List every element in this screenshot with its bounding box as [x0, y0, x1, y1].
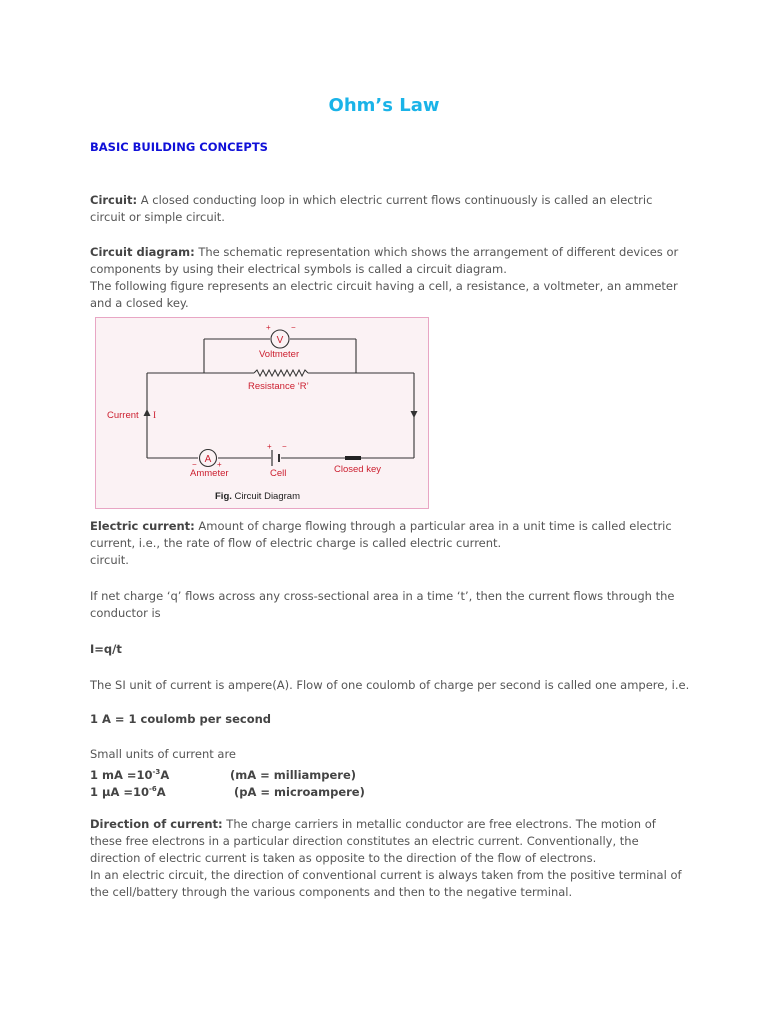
milliampere-exponent: -3	[152, 768, 161, 776]
microampere-note: (pA = microampere)	[234, 784, 365, 799]
microampere-row	[90, 781, 365, 801]
closed-key-icon	[345, 456, 361, 460]
net-charge-text: If net charge ‘q’ flows across any cross-sectional area in a time ‘t’, then the current flows through the conductor is	[90, 589, 675, 620]
cell-minus: −	[282, 442, 287, 451]
ammeter-symbol: A	[204, 454, 212, 465]
cell-plus: +	[267, 442, 272, 451]
current-arrow-down-icon	[411, 411, 418, 418]
electric-current-term: Electric current:	[90, 519, 195, 533]
direction-text: The charge carriers in metallic conductor are free electrons. The motion of these free electrons in a particular direction constitutes an electric current. Conventionally, the direction of electric current is taken as opposite to the direction of the flow of electrons.	[90, 817, 656, 865]
microampere-base: 1 μA =10	[90, 784, 150, 799]
small-units-intro: Small units of current are	[90, 747, 237, 761]
circuit-diagram-definition	[90, 244, 690, 312]
circuit-term: Circuit:	[90, 193, 138, 207]
current-arrow-up-icon	[144, 409, 151, 416]
voltmeter-minus: −	[291, 323, 296, 332]
direction-line2: In an electric circuit, the direction of conventional current is always taken from the positive terminal of the cell/battery through the various components and then to the negative terminal.	[90, 868, 682, 899]
ammeter-plus: +	[217, 460, 222, 469]
circuit-diagram-svg	[96, 318, 430, 510]
milliampere-unit: A	[160, 767, 170, 782]
circuit-definition	[90, 192, 690, 226]
voltmeter-plus: +	[266, 323, 271, 332]
circuit-diagram-term: Circuit diagram:	[90, 245, 195, 259]
circuit-text: A closed conducting loop in which electric current flows continuously is called an electric circuit or simple circuit.	[90, 193, 653, 224]
microampere-unit: A	[156, 784, 166, 799]
voltmeter-symbol: V	[276, 335, 284, 346]
current-formula: I=q/t	[90, 642, 122, 656]
direction-term: Direction of current:	[90, 817, 223, 831]
figure-caption: Fig. Circuit Diagram	[215, 491, 300, 502]
electric-current-definition	[90, 518, 690, 569]
circuit-diagram-figure	[95, 317, 429, 509]
resistance-label: Resistance ‘R’	[248, 381, 309, 392]
ammeter-label: Ammeter	[190, 468, 229, 479]
si-unit-text: The SI unit of current is ampere(A). Flow of one coulomb of charge per second is called one ampere, i.e.	[90, 678, 690, 692]
milliampere-note: (mA = milliampere)	[230, 767, 357, 782]
electric-current-line2: circuit.	[90, 553, 129, 567]
microampere-exponent: -6	[149, 785, 157, 793]
circuit-diagram-line2: The following figure represents an electric circuit having a cell, a resistance, a voltmeter, an ammeter and a closed key.	[90, 279, 678, 310]
voltmeter-label: Voltmeter	[259, 349, 300, 360]
section-heading: BASIC BUILDING CONCEPTS	[90, 140, 268, 154]
circuit-diagram-text: The schematic representation which shows the arrangement of different devices or components by using their electrical symbols is called a circuit diagram.	[90, 245, 679, 276]
cell-label: Cell	[270, 468, 287, 479]
page-title: Ohm’s Law	[328, 95, 440, 116]
electric-current-text: Amount of charge flowing through a particular area in a unit time is called electric current, i.e., the rate of flow of electric charge is called electric current.	[90, 519, 672, 550]
ammeter-minus: −	[192, 460, 197, 469]
milliampere-base: 1 mA =10	[90, 767, 153, 782]
direction-of-current	[90, 816, 690, 901]
ampere-definition: 1 A = 1 coulomb per second	[90, 712, 272, 726]
current-symbol: I	[153, 411, 157, 421]
closed-key-label: Closed key	[334, 464, 381, 475]
current-label: Current	[107, 410, 139, 421]
